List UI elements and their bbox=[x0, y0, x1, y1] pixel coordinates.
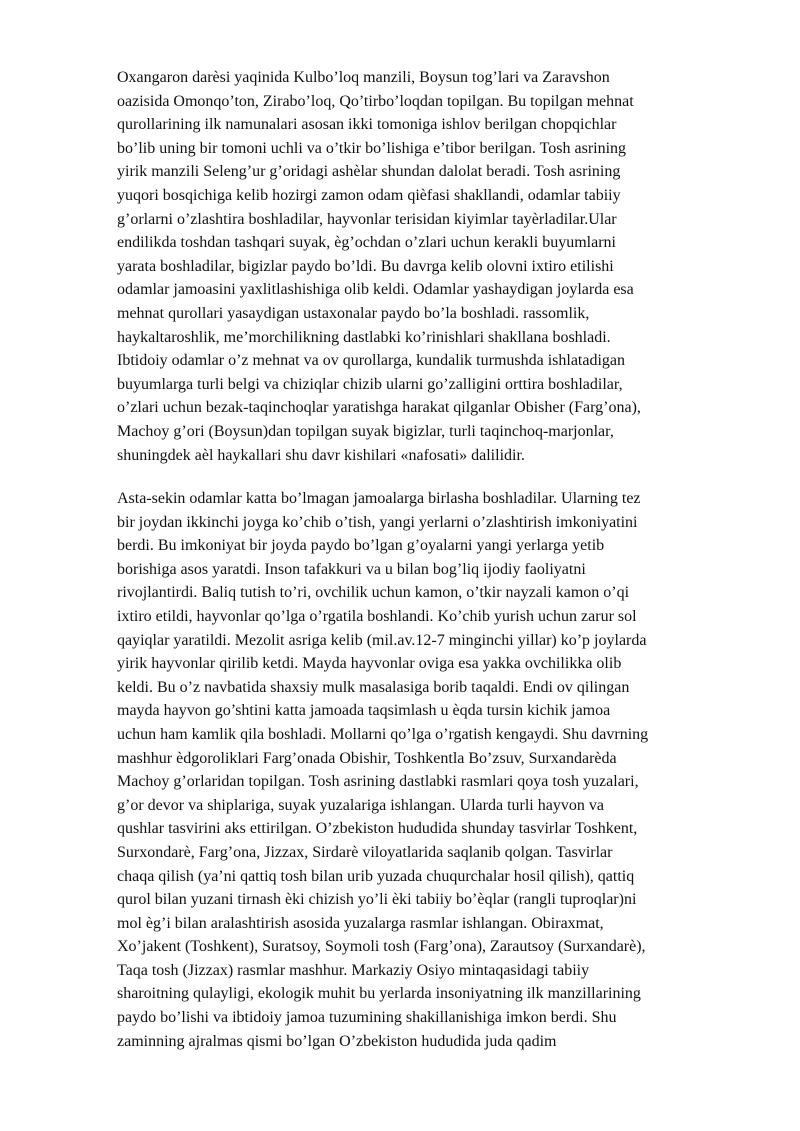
text-line: qayiqlar yaratildi. Mezolit asriga kelib (mil.av.12-7 minginchi yillar) ko’p joylarda bbox=[117, 631, 647, 649]
text-line: qurollarining ilk namunalari asosan ikki tomoniga ishlov berilgan chopqichlar bbox=[117, 116, 617, 134]
text-line: haykaltaroshlik, me’morchilikning dastlabki ko’rinishlari shakllana boshladi. bbox=[117, 328, 611, 346]
text-line: Taqa tosh (Jizzax) rasmlar mashhur. Markaziy Osiyo mintaqasidagi tabiiy bbox=[117, 961, 590, 979]
text-line: shuningdek aèl haykallari shu davr kishilari «nafosati» dalilidir. bbox=[117, 446, 525, 464]
text-line: mashhur èdgoroliklari Farg’onada Obishir, Toshkentla Bo’zsuv, Surxandarèda bbox=[117, 749, 617, 767]
paragraph-2 bbox=[117, 487, 687, 1053]
text-line: yirik hayvonlar qirilib ketdi. Mayda hayvonlar oviga esa yakka ovchilikka olib bbox=[117, 655, 622, 673]
text-line: rivojlantirdi. Baliq tutish to’ri, ovchilik uchun kamon, o’tkir nayzali kamon o’qi bbox=[117, 584, 630, 602]
text-line: g’or devor va shiplariga, suyak yuzalariga ishlangan. Ularda turli hayvon va bbox=[117, 796, 604, 814]
text-line: bo’lib uning bir tomoni uchli va o’tkir bo’lishiga e’tibor berilgan. Tosh asrining bbox=[117, 139, 627, 157]
text-line: Asta-sekin odamlar katta bo’lmagan jamoalarga birlasha boshladilar. Ularning tez bbox=[117, 490, 641, 507]
text-line: Machoy g’orlaridan topilgan. Tosh asrining dastlabki rasmlari qoya tosh yuzalari, bbox=[117, 773, 639, 791]
text-line: sharoitning qulayligi, ekologik muhit bu yerlarda insoniyatning ilk manzillarining bbox=[117, 985, 641, 1003]
paragraph-1 bbox=[117, 66, 687, 467]
text-line: qushlar tasvirini aks ettirilgan. O’zbekiston hududida shunday tasvirlar Toshkent, bbox=[117, 820, 638, 838]
text-line: qurol bilan yuzani tirnash èki chizish yo’li èki tabiiy bo’èqlar (rangli tuproqlar)ni bbox=[117, 891, 637, 909]
text-line: odamlar jamoasini yaxlitlashishiga olib keldi. Odamlar yashaydigan joylarda esa bbox=[117, 281, 634, 299]
text-line: borishiga asos yaratdi. Inson tafakkuri va u bilan bog’liq ijodiy faoliyatni bbox=[117, 560, 586, 578]
text-line: Machoy g’ori (Boysun)dan topilgan suyak bigizlar, turli taqinchoq-marjonlar, bbox=[117, 422, 614, 440]
text-line: yarata boshladilar, bigizlar paydo bo’ldi. Bu davrga kelib olovni ixtiro etilishi bbox=[117, 257, 614, 275]
text-line: buyumlarga turli belgi va chiziqlar chizib ularni go’zalligini orttira boshladilar, bbox=[117, 375, 623, 393]
text-line: uchun ham kamlik qila boshladi. Mollarni qo’lga o’rgatish kengaydi. Shu davrning bbox=[117, 725, 649, 743]
text-line: Oxangaron darèsi yaqinida Kulbo’loq manzili, Boysun tog’lari va Zaravshon bbox=[117, 69, 610, 86]
text-line: mayda hayvon go’shtini katta jamoada taqsimlash u èqda tursin kichik jamoa bbox=[117, 702, 611, 720]
text-line: Xo’jakent (Toshkent), Suratsoy, Soymoli tosh (Farg’ona), Zarautsoy (Surxandarè), bbox=[117, 938, 646, 956]
text-line: yirik manzili Seleng’ur g’oridagi ashèlar shundan dalolat beradi. Tosh asrining bbox=[117, 163, 621, 181]
text-line: o’zlari uchun bezak-taqinchoqlar yaratishga harakat qilganlar Obisher (Farg’ona), bbox=[117, 399, 641, 417]
text-line: Surxondarè, Farg’ona, Jizzax, Sirdarè viloyatlarida saqlanib qolgan. Tasvirlar bbox=[117, 843, 613, 861]
text-line: chaqa qilish (ya’ni qattiq tosh bilan urib yuzada chuqurchalar hosil qilish), qattiq bbox=[117, 867, 635, 885]
text-line: oazisida Omonqo’ton, Zirabo’loq, Qo’tirbo’loqdan topilgan. Bu topilgan mehnat bbox=[117, 92, 634, 110]
text-line: Ibtidoiy odamlar o’z mehnat va ov qurollarga, kundalik turmushda ishlatadigan bbox=[117, 352, 626, 370]
text-line: keldi. Bu o’z navbatida shaxsiy mulk masalasiga borib taqaldi. Endi ov qilingan bbox=[117, 678, 630, 696]
text-line: ixtiro etildi, hayvonlar qo’lga o’rgatila boshlandi. Ko’chib yurish uchun zarur sol bbox=[117, 607, 637, 625]
text-line: g’orlarni o’zlashtira boshladilar, hayvonlar terisidan kiyimlar tayèrladilar.Ular bbox=[117, 210, 617, 228]
text-line: paydo bo’lishi va ibtidoiy jamoa tuzumining shakillanishiga imkon berdi. Shu bbox=[117, 1009, 617, 1027]
text-line: bir joydan ikkinchi joyga ko’chib o’tish, yangi yerlarni o’zlashtirish imkoniyatini bbox=[117, 513, 638, 531]
text-line: mehnat qurollari yasaydigan ustaxonalar paydo bo’la boshladi. rassomlik, bbox=[117, 304, 590, 322]
text-line: endilikda toshdan tashqari suyak, èg’ochdan o’zlari uchun kerakli buyumlarni bbox=[117, 234, 616, 252]
text-line: berdi. Bu imkoniyat bir joyda paydo bo’lgan g’oyalarni yangi yerlarga yetib bbox=[117, 537, 605, 555]
text-line: mol èg’i bilan aralashtirish asosida yuzalarga rasmlar ishlangan. Obiraxmat, bbox=[117, 914, 604, 932]
text-line: zaminning ajralmas qismi bo’lgan O’zbekiston hududida juda qadim bbox=[117, 1032, 557, 1050]
text-line: yuqori bosqichiga kelib hozirgi zamon odam qièfasi shakllandi, odamlar tabiiy bbox=[117, 186, 621, 204]
